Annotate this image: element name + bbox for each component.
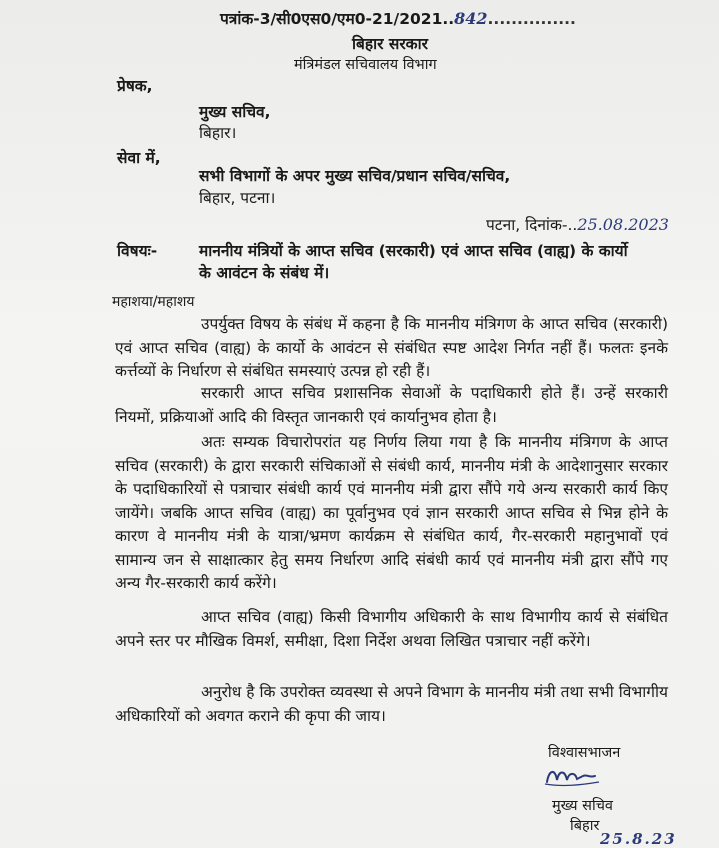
letter-date [486, 213, 669, 235]
date-handwritten: 25.08.2023 [577, 215, 669, 234]
date-prefix: पटना, दिनांक-.. [486, 216, 578, 234]
paragraph-2: सरकारी आप्त सचिव प्रशासनिक सेवाओं के पदाधिकारी होते हैं। उन्हें सरकारी नियमों, प्रक्रियाओं आदि की विस्तृत जानकारी एवं कार्यानुभव होता है। [115, 384, 668, 426]
paragraph-4: आप्त सचिव (वाह्य) किसी विभागीय अधिकारी के साथ विभागीय कार्य से संबंधित अपने स्तर पर मौखिक विमर्श, समीक्षा, दिशा निर्देश अथवा लिखित पत्राचार नहीं करेंगे। [115, 608, 668, 650]
closing-designation: मुख्य सचिव [552, 798, 613, 814]
recipient-label: सेवा में, [117, 149, 161, 167]
closing-state: बिहार [570, 818, 600, 834]
government-name: बिहार सरकार [352, 35, 428, 53]
letter-number-handwritten: 842 [454, 9, 488, 28]
department-name: मंत्रिमंडल सचिवालय विभाग [294, 57, 437, 73]
signature [543, 764, 603, 790]
closing-regards: विश्वासभाजन [548, 745, 621, 761]
paragraph-1: उपर्युक्त विषय के संबंध में कहना है कि माननीय मंत्रिगण के आप्त सचिव (सरकारी) एवं आप्त सचिव (वाह्य) के कार्यो के आवंटन से संबंधित स्पष्ट आदेश निर्गत नहीं हैं। फलतः इनके कर्त्तव्यों के निर्धारण से संबंधित समस्याएं उत्पन्न हो रही हैं। [115, 315, 668, 380]
sender-state: बिहार। [199, 124, 237, 142]
sender-label: प्रेषक, [117, 77, 153, 95]
paragraph-5: अनुरोध है कि उपरोक्त व्यवस्था से अपने विभाग के माननीय मंत्री तथा सभी विभागीय अधिकारियों को अवगत कराने की कृपा की जाय। [115, 683, 668, 725]
paragraph-3: अतः सम्यक विचारोपरांत यह निर्णय लिया गया है कि माननीय मंत्रिगण के आप्त सचिव (सरकारी) के द्वारा सरकारी संचिकाओं से संबंधी कार्य, माननीय मंत्री के आदेशानुसार सरकार के पदाधिकारियों से पत्राचार संबंधी कार्य एवं माननीय मंत्री द्वारा सौंपे गये अन्य सरकारी कार्य किए जायेंगे। जबकि आप्त सचिव (वाह्य) का पूर्वानुभव एवं ज्ञान सरकारी आप्त सचिव से भिन्न होने के कारण वे माननीय मंत्री के यात्रा/भ्रमण कार्यक्रम से संबंधित कार्य, गैर-सरकारी महानुभावों एवं सामान्य जन से साक्षात्कार हेतु समय निर्धारण आदि संबंधी कार्य एवं माननीय मंत्री द्वारा सौंपे गए अन्य गैर-सरकारी कार्य करेंगे। [115, 433, 668, 592]
letter-number-dots: ............... [487, 10, 576, 28]
recipient-designation: सभी विभागों के अपर मुख्य सचिव/प्रधान सचिव/सचिव, [199, 167, 511, 185]
salutation: महाशया/महाशय [112, 294, 195, 310]
sender-designation: मुख्य सचिव, [199, 103, 271, 121]
letter-number-prefix: पत्रांक-3/सी0एस0/एम0-21/2021.. [220, 10, 455, 28]
letter-number [220, 7, 576, 29]
subject-line-2: के आवंटन के संबंध में। [199, 264, 330, 282]
closing-handwritten-date: 25.8.23 [600, 830, 677, 848]
recipient-place: बिहार, पटना। [199, 189, 276, 207]
subject-label: विषयः- [117, 242, 158, 260]
subject-line-1: माननीय मंत्रियों के आप्त सचिव (सरकारी) एवं आप्त सचिव (वाह्य) के कार्यो [199, 242, 628, 260]
